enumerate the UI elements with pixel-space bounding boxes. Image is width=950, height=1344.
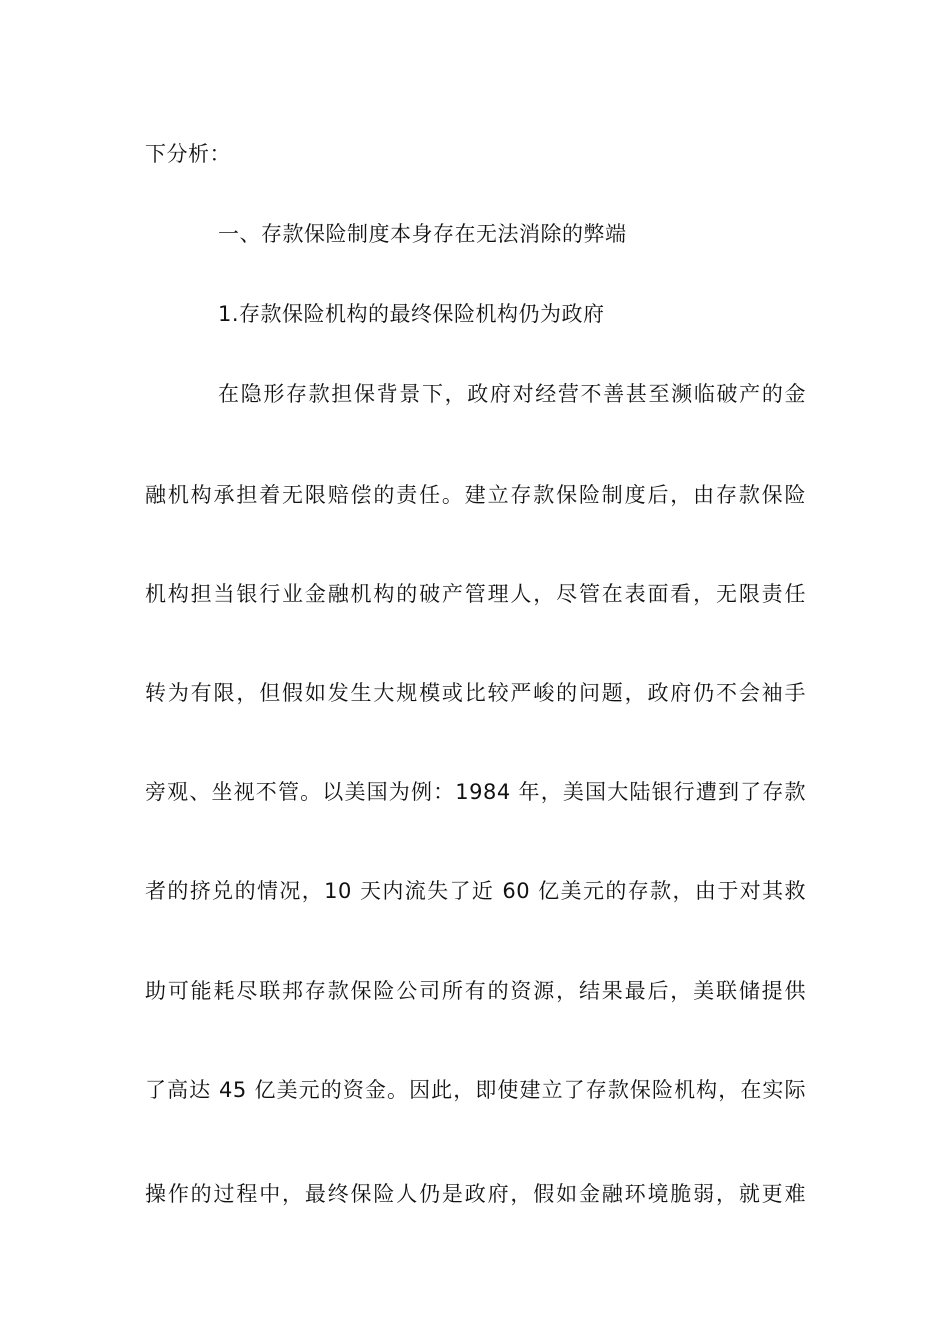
paragraph-line: 旁观、坐视不管。以美国为例：1984 年，美国大陆银行遭到了存款 xyxy=(145,780,806,804)
subsection-heading: 1.存款保险机构的最终保险机构仍为政府 xyxy=(218,302,605,326)
paragraph-line: 在隐形存款担保背景下，政府对经营不善甚至濒临破产的金 xyxy=(218,382,806,406)
paragraph-line: 操作的过程中，最终保险人仍是政府，假如金融环境脆弱，就更难 xyxy=(145,1182,806,1206)
paragraph-line: 助可能耗尽联邦存款保险公司所有的资源，结果最后，美联储提供 xyxy=(145,979,806,1003)
text-line-intro: 下分析： xyxy=(145,142,231,166)
paragraph-line: 者的挤兑的情况，10 天内流失了近 60 亿美元的存款，由于对其救 xyxy=(145,879,806,903)
paragraph-line: 转为有限，但假如发生大规模或比较严峻的问题，政府仍不会袖手 xyxy=(145,681,806,705)
paragraph-line: 机构担当银行业金融机构的破产管理人，尽管在表面看，无限责任 xyxy=(145,582,806,606)
paragraph-line: 了高达 45 亿美元的资金。因此，即使建立了存款保险机构，在实际 xyxy=(145,1078,806,1102)
paragraph-line: 融机构承担着无限赔偿的责任。建立存款保险制度后，由存款保险 xyxy=(145,483,806,507)
section-heading: 一、存款保险制度本身存在无法消除的弊端 xyxy=(218,222,627,246)
